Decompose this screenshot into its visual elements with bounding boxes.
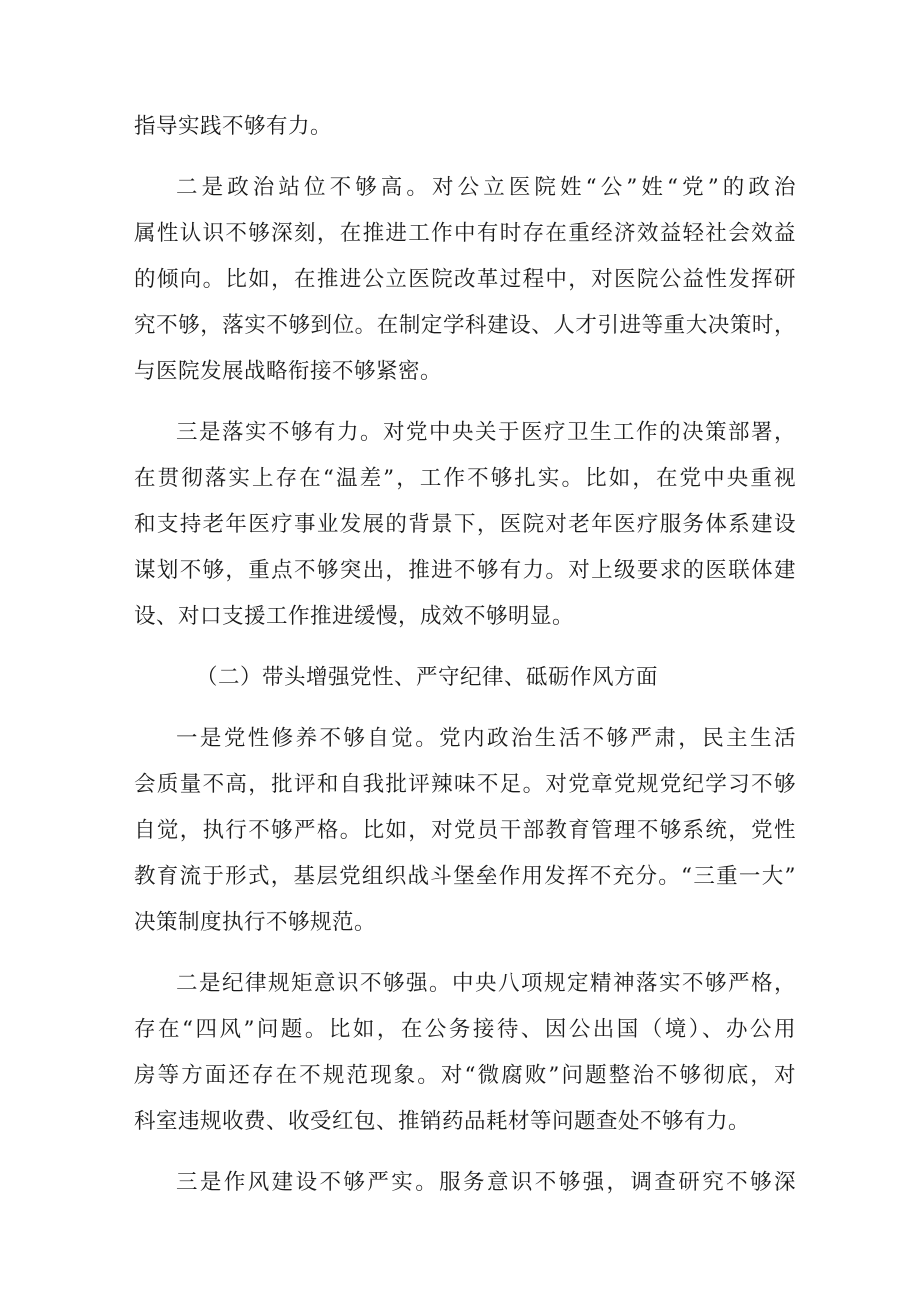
text-line: 和支持老年医疗事业发展的背景下，医院对老年医疗服务体系建设: [134, 512, 796, 537]
paragraph-discipline: [134, 961, 796, 1145]
paragraph-continuation: [134, 104, 796, 150]
text-line: 的倾向。比如，在推进公立医院改革过程中，对医院公益性发挥研: [134, 267, 796, 292]
text-line: 教育流于形式，基层党组织战斗堡垒作用发挥不充分。“三重一大”: [134, 864, 796, 889]
paragraph-political-stance: [134, 165, 796, 395]
text-line: 属性认识不够深刻，在推进工作中有时存在重经济效益轻社会效益: [134, 221, 796, 246]
section-heading-text: （二）带头增强党性、严守纪律、砥砺作风方面: [196, 665, 659, 690]
text-line: 存在“四风”问题。比如，在公务接待、因公出国（境）、办公用: [134, 1017, 796, 1042]
text-line: 二是政治站位不够高。对公立医院姓“公”姓“党”的政治: [176, 175, 796, 200]
text-line: 会质量不高，批评和自我批评辣味不足。对党章党规党纪学习不够: [134, 772, 796, 797]
text-line: 设、对口支援工作推进缓慢，成效不够明显。: [134, 604, 575, 629]
text-line: 一是党性修养不够自觉。党内政治生活不够严肃，民主生活: [176, 726, 796, 751]
text-line: 房等方面还存在不规范现象。对“微腐败”问题整治不够彻底，对: [134, 1063, 796, 1088]
text-line: 三是落实不够有力。对党中央关于医疗卫生工作的决策部署，: [176, 420, 796, 445]
text-line: 与医院发展战略衔接不够紧密。: [134, 359, 443, 384]
text-line: 二是纪律规矩意识不够强。中央八项规定精神落实不够严格，: [176, 971, 796, 996]
text-line: 在贯彻落实上存在“温差”，工作不够扎实。比如，在党中央重视: [134, 466, 796, 491]
paragraph-implementation: [134, 410, 796, 640]
document-page: [134, 104, 796, 1206]
text-line: 谋划不够，重点不够突出，推进不够有力。对上级要求的医联体建: [134, 558, 796, 583]
text-line: 决策制度执行不够规范。: [134, 910, 377, 935]
text-line: 指导实践不够有力。: [134, 114, 333, 139]
text-line: 究不够，落实不够到位。在制定学科建设、人才引进等重大决策时，: [134, 313, 796, 338]
text-line: 自觉，执行不够严格。比如，对党员干部教育管理不够系统，党性: [134, 818, 796, 843]
section-heading: [134, 655, 796, 701]
paragraph-work-style: [134, 1160, 796, 1206]
paragraph-party-spirit: [134, 716, 796, 946]
text-line: 科室违规收费、收受红包、推销药品耗材等问题查处不够有力。: [134, 1109, 751, 1134]
text-line: 三是作风建设不够严实。服务意识不够强，调查研究不够深: [176, 1170, 796, 1195]
